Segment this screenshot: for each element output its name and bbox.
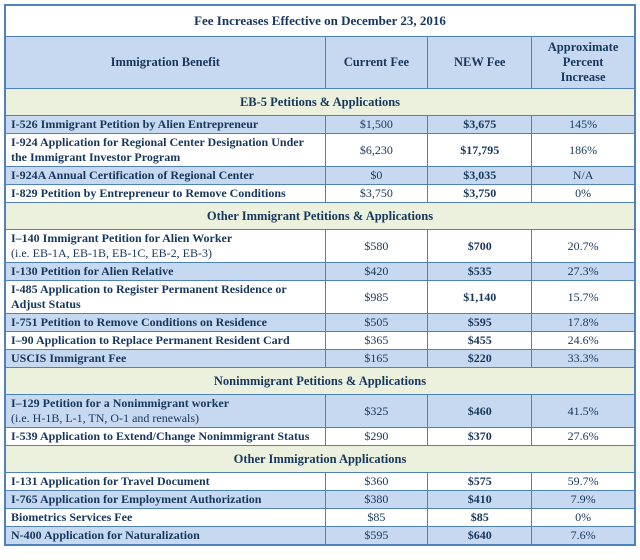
benefit-cell <box>5 491 325 509</box>
current-fee-cell: $6,230 <box>325 134 428 167</box>
percent-increase-cell: 15.7% <box>532 281 635 314</box>
new-fee-cell: $535 <box>428 263 532 281</box>
benefit-cell <box>5 395 325 428</box>
current-fee-cell: $595 <box>325 527 428 546</box>
benefit-name: N-400 Application for Naturalization <box>11 528 200 542</box>
benefit-name: I-751 Petition to Remove Conditions on Residence <box>11 315 267 329</box>
new-fee-cell: $1,140 <box>428 281 532 314</box>
percent-increase-cell: 20.7% <box>532 230 635 263</box>
column-header-immigration-benefit <box>5 37 325 89</box>
section-heading-row <box>5 203 635 230</box>
current-fee-cell: $1,500 <box>325 116 428 134</box>
table-row <box>5 527 635 546</box>
benefit-cell <box>5 314 325 332</box>
benefit-name: Biometrics Services Fee <box>11 510 133 524</box>
new-fee-cell: $17,795 <box>428 134 532 167</box>
benefit-cell <box>5 185 325 203</box>
benefit-cell <box>5 509 325 527</box>
benefit-cell <box>5 263 325 281</box>
table-row <box>5 509 635 527</box>
percent-increase-cell: 59.7% <box>532 473 635 491</box>
column-header-label: Approximate Percent Increase <box>547 40 619 84</box>
benefit-name: I-924A Annual Certification of Regional Center <box>11 168 254 182</box>
new-fee-cell: $3,675 <box>428 116 532 134</box>
table-row <box>5 167 635 185</box>
new-fee-cell: $640 <box>428 527 532 546</box>
section-heading-row <box>5 368 635 395</box>
benefit-name: I–140 Immigrant Petition for Alien Worker <box>11 231 233 245</box>
new-fee-cell: $220 <box>428 350 532 368</box>
new-fee-cell: $460 <box>428 395 532 428</box>
benefit-name: I-539 Application to Extend/Change Nonimmigrant Status <box>11 429 310 443</box>
percent-increase-cell: 145% <box>532 116 635 134</box>
new-fee-cell: $700 <box>428 230 532 263</box>
column-header-label: NEW Fee <box>453 55 506 69</box>
percent-increase-cell: 17.8% <box>532 314 635 332</box>
benefit-cell <box>5 473 325 491</box>
current-fee-cell: $580 <box>325 230 428 263</box>
fee-increase-table <box>4 4 636 546</box>
new-fee-cell: $575 <box>428 473 532 491</box>
benefit-cell <box>5 332 325 350</box>
benefit-note: (i.e. H-1B, L-1, TN, O-1 and renewals) <box>11 411 200 425</box>
section-heading: EB-5 Petitions & Applications <box>5 89 635 116</box>
column-header-row <box>5 37 635 89</box>
benefit-name: I-526 Immigrant Petition by Alien Entrepreneur <box>11 117 259 131</box>
fee-table-body <box>5 89 635 546</box>
column-header-label: Immigration Benefit <box>110 55 220 69</box>
benefit-cell <box>5 230 325 263</box>
current-fee-cell: $85 <box>325 509 428 527</box>
benefit-name: I-485 Application to Register Permanent Residence or Adjust Status <box>11 282 287 311</box>
current-fee-cell: $420 <box>325 263 428 281</box>
benefit-cell <box>5 428 325 446</box>
percent-increase-cell: 7.9% <box>532 491 635 509</box>
percent-increase-cell: 7.6% <box>532 527 635 546</box>
percent-increase-cell: 0% <box>532 509 635 527</box>
percent-increase-cell: 186% <box>532 134 635 167</box>
table-row <box>5 473 635 491</box>
table-row <box>5 491 635 509</box>
current-fee-cell: $360 <box>325 473 428 491</box>
table-row <box>5 428 635 446</box>
new-fee-cell: $85 <box>428 509 532 527</box>
benefit-name: I–90 Application to Replace Permanent Resident Card <box>11 333 290 347</box>
benefit-name: I-924 Application for Regional Center Designation Under the Immigrant Investor Program <box>11 135 304 164</box>
table-row <box>5 395 635 428</box>
percent-increase-cell: N/A <box>532 167 635 185</box>
new-fee-cell: $370 <box>428 428 532 446</box>
percent-increase-cell: 33.3% <box>532 350 635 368</box>
benefit-name: USCIS Immigrant Fee <box>11 351 127 365</box>
table-row <box>5 263 635 281</box>
current-fee-cell: $325 <box>325 395 428 428</box>
column-header-new-fee <box>428 37 532 89</box>
current-fee-cell: $505 <box>325 314 428 332</box>
table-row <box>5 185 635 203</box>
benefit-note: (i.e. EB-1A, EB-1B, EB-1C, EB-2, EB-3) <box>11 246 212 260</box>
benefit-cell <box>5 281 325 314</box>
section-heading-row <box>5 89 635 116</box>
benefit-cell <box>5 527 325 546</box>
current-fee-cell: $165 <box>325 350 428 368</box>
benefit-cell <box>5 116 325 134</box>
current-fee-cell: $380 <box>325 491 428 509</box>
new-fee-cell: $595 <box>428 314 532 332</box>
current-fee-cell: $365 <box>325 332 428 350</box>
new-fee-cell: $3,035 <box>428 167 532 185</box>
section-heading: Other Immigration Applications <box>5 446 635 473</box>
current-fee-cell: $3,750 <box>325 185 428 203</box>
column-header-label: Current Fee <box>343 55 410 69</box>
benefit-name: I-131 Application for Travel Document <box>11 474 210 488</box>
section-heading: Other Immigrant Petitions & Applications <box>5 203 635 230</box>
table-row <box>5 332 635 350</box>
benefit-cell <box>5 134 325 167</box>
table-row <box>5 116 635 134</box>
table-row <box>5 134 635 167</box>
percent-increase-cell: 27.6% <box>532 428 635 446</box>
section-heading-row <box>5 446 635 473</box>
table-row <box>5 230 635 263</box>
benefit-name: I-765 Application for Employment Authorization <box>11 492 262 506</box>
column-header-percent-increase <box>532 37 635 89</box>
table-row <box>5 350 635 368</box>
benefit-name: I–129 Petition for a Nonimmigrant worker <box>11 396 230 410</box>
new-fee-cell: $3,750 <box>428 185 532 203</box>
table-title: Fee Increases Effective on December 23, 2016 <box>5 5 635 37</box>
benefit-name: I-130 Petition for Alien Relative <box>11 264 174 278</box>
section-heading: Nonimmigrant Petitions & Applications <box>5 368 635 395</box>
percent-increase-cell: 0% <box>532 185 635 203</box>
current-fee-cell: $985 <box>325 281 428 314</box>
column-header-current-fee <box>325 37 428 89</box>
table-row <box>5 281 635 314</box>
percent-increase-cell: 41.5% <box>532 395 635 428</box>
benefit-name: I-829 Petition by Entrepreneur to Remove Conditions <box>11 186 286 200</box>
percent-increase-cell: 27.3% <box>532 263 635 281</box>
table-row <box>5 314 635 332</box>
current-fee-cell: $0 <box>325 167 428 185</box>
benefit-cell <box>5 167 325 185</box>
current-fee-cell: $290 <box>325 428 428 446</box>
benefit-cell <box>5 350 325 368</box>
new-fee-cell: $455 <box>428 332 532 350</box>
percent-increase-cell: 24.6% <box>532 332 635 350</box>
new-fee-cell: $410 <box>428 491 532 509</box>
table-title-row <box>5 5 635 37</box>
